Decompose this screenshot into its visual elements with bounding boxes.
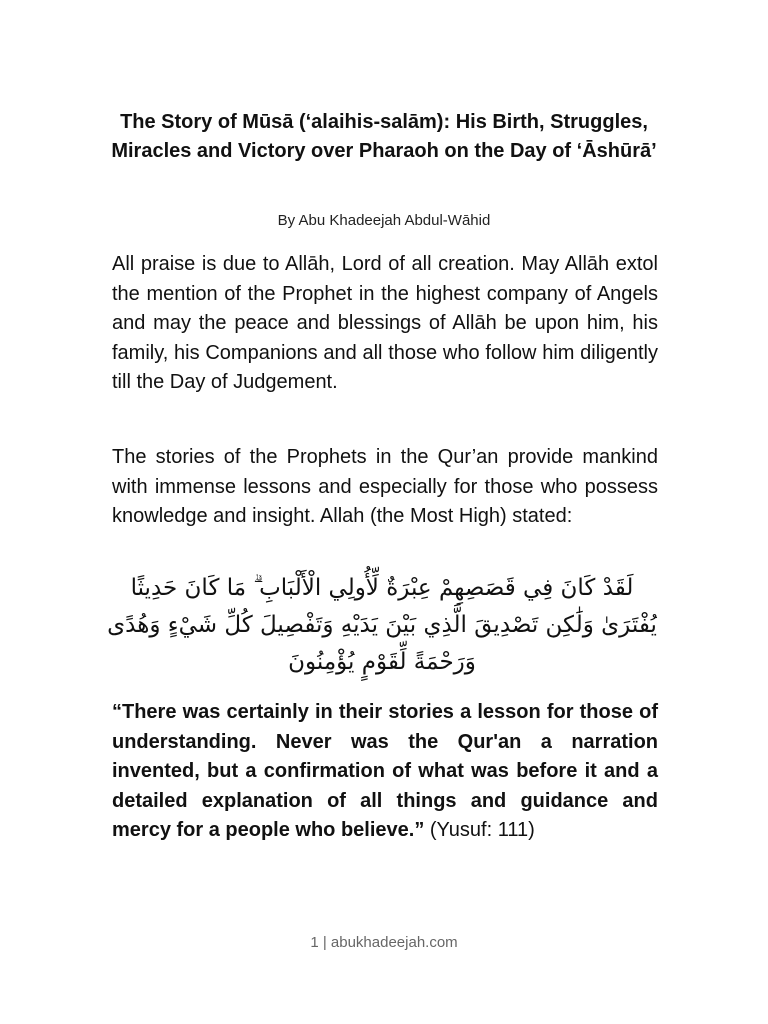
verse-citation: (Yusuf: 111) (429, 819, 535, 842)
stories-paragraph: The stories of the Prophets in the Qur’an provide mankind with immense lessons and especially for those who possess knowledge and insight. Allah (the Most High) stated: (112, 446, 658, 528)
verse-translation-block (112, 698, 658, 846)
intro-paragraph: All praise is due to Allāh, Lord of all creation. May Allāh extol the mention of the Prophet in the highest company of Angels and may the peace and blessings of Allāh be upon him, his family, his Companions and all those who follow him diligently till the Day of Judgement. (112, 253, 658, 394)
author-byline: By Abu Khadeejah Abdul-Wāhid (277, 212, 491, 229)
document-title: The Story of Mūsā (‘alaihis-salām): His Birth, Struggles, Miracles and Victory over Pharaoh on the Day of ‘Āshūrā’ (111, 111, 657, 162)
arabic-verse: لَقَدْ كَانَ فِي قَصَصِهِمْ عِبْرَةٌ لِّأُولِي الْأَلْبَابِ ۗ مَا كَانَ حَدِيثًا يُفْتَرَىٰ وَلَٰكِن تَصْدِيقَ الَّذِي بَيْنَ يَدَيْهِ وَتَفْصِيلَ كُلِّ شَيْءٍ وَهُدًى وَرَحْمَةً لِّقَوْمٍ يُؤْمِنُونَ (107, 575, 657, 675)
page-footer: 1 | abukhadeejah.com (310, 934, 458, 951)
verse-translation: “There was certainly in their stories a lesson for those of understanding. Never was the Qur'an a narration invented, but a confirmation of what was before it and a detailed explanation of all things and guidance and mercy for a people who believe.” (112, 701, 658, 842)
